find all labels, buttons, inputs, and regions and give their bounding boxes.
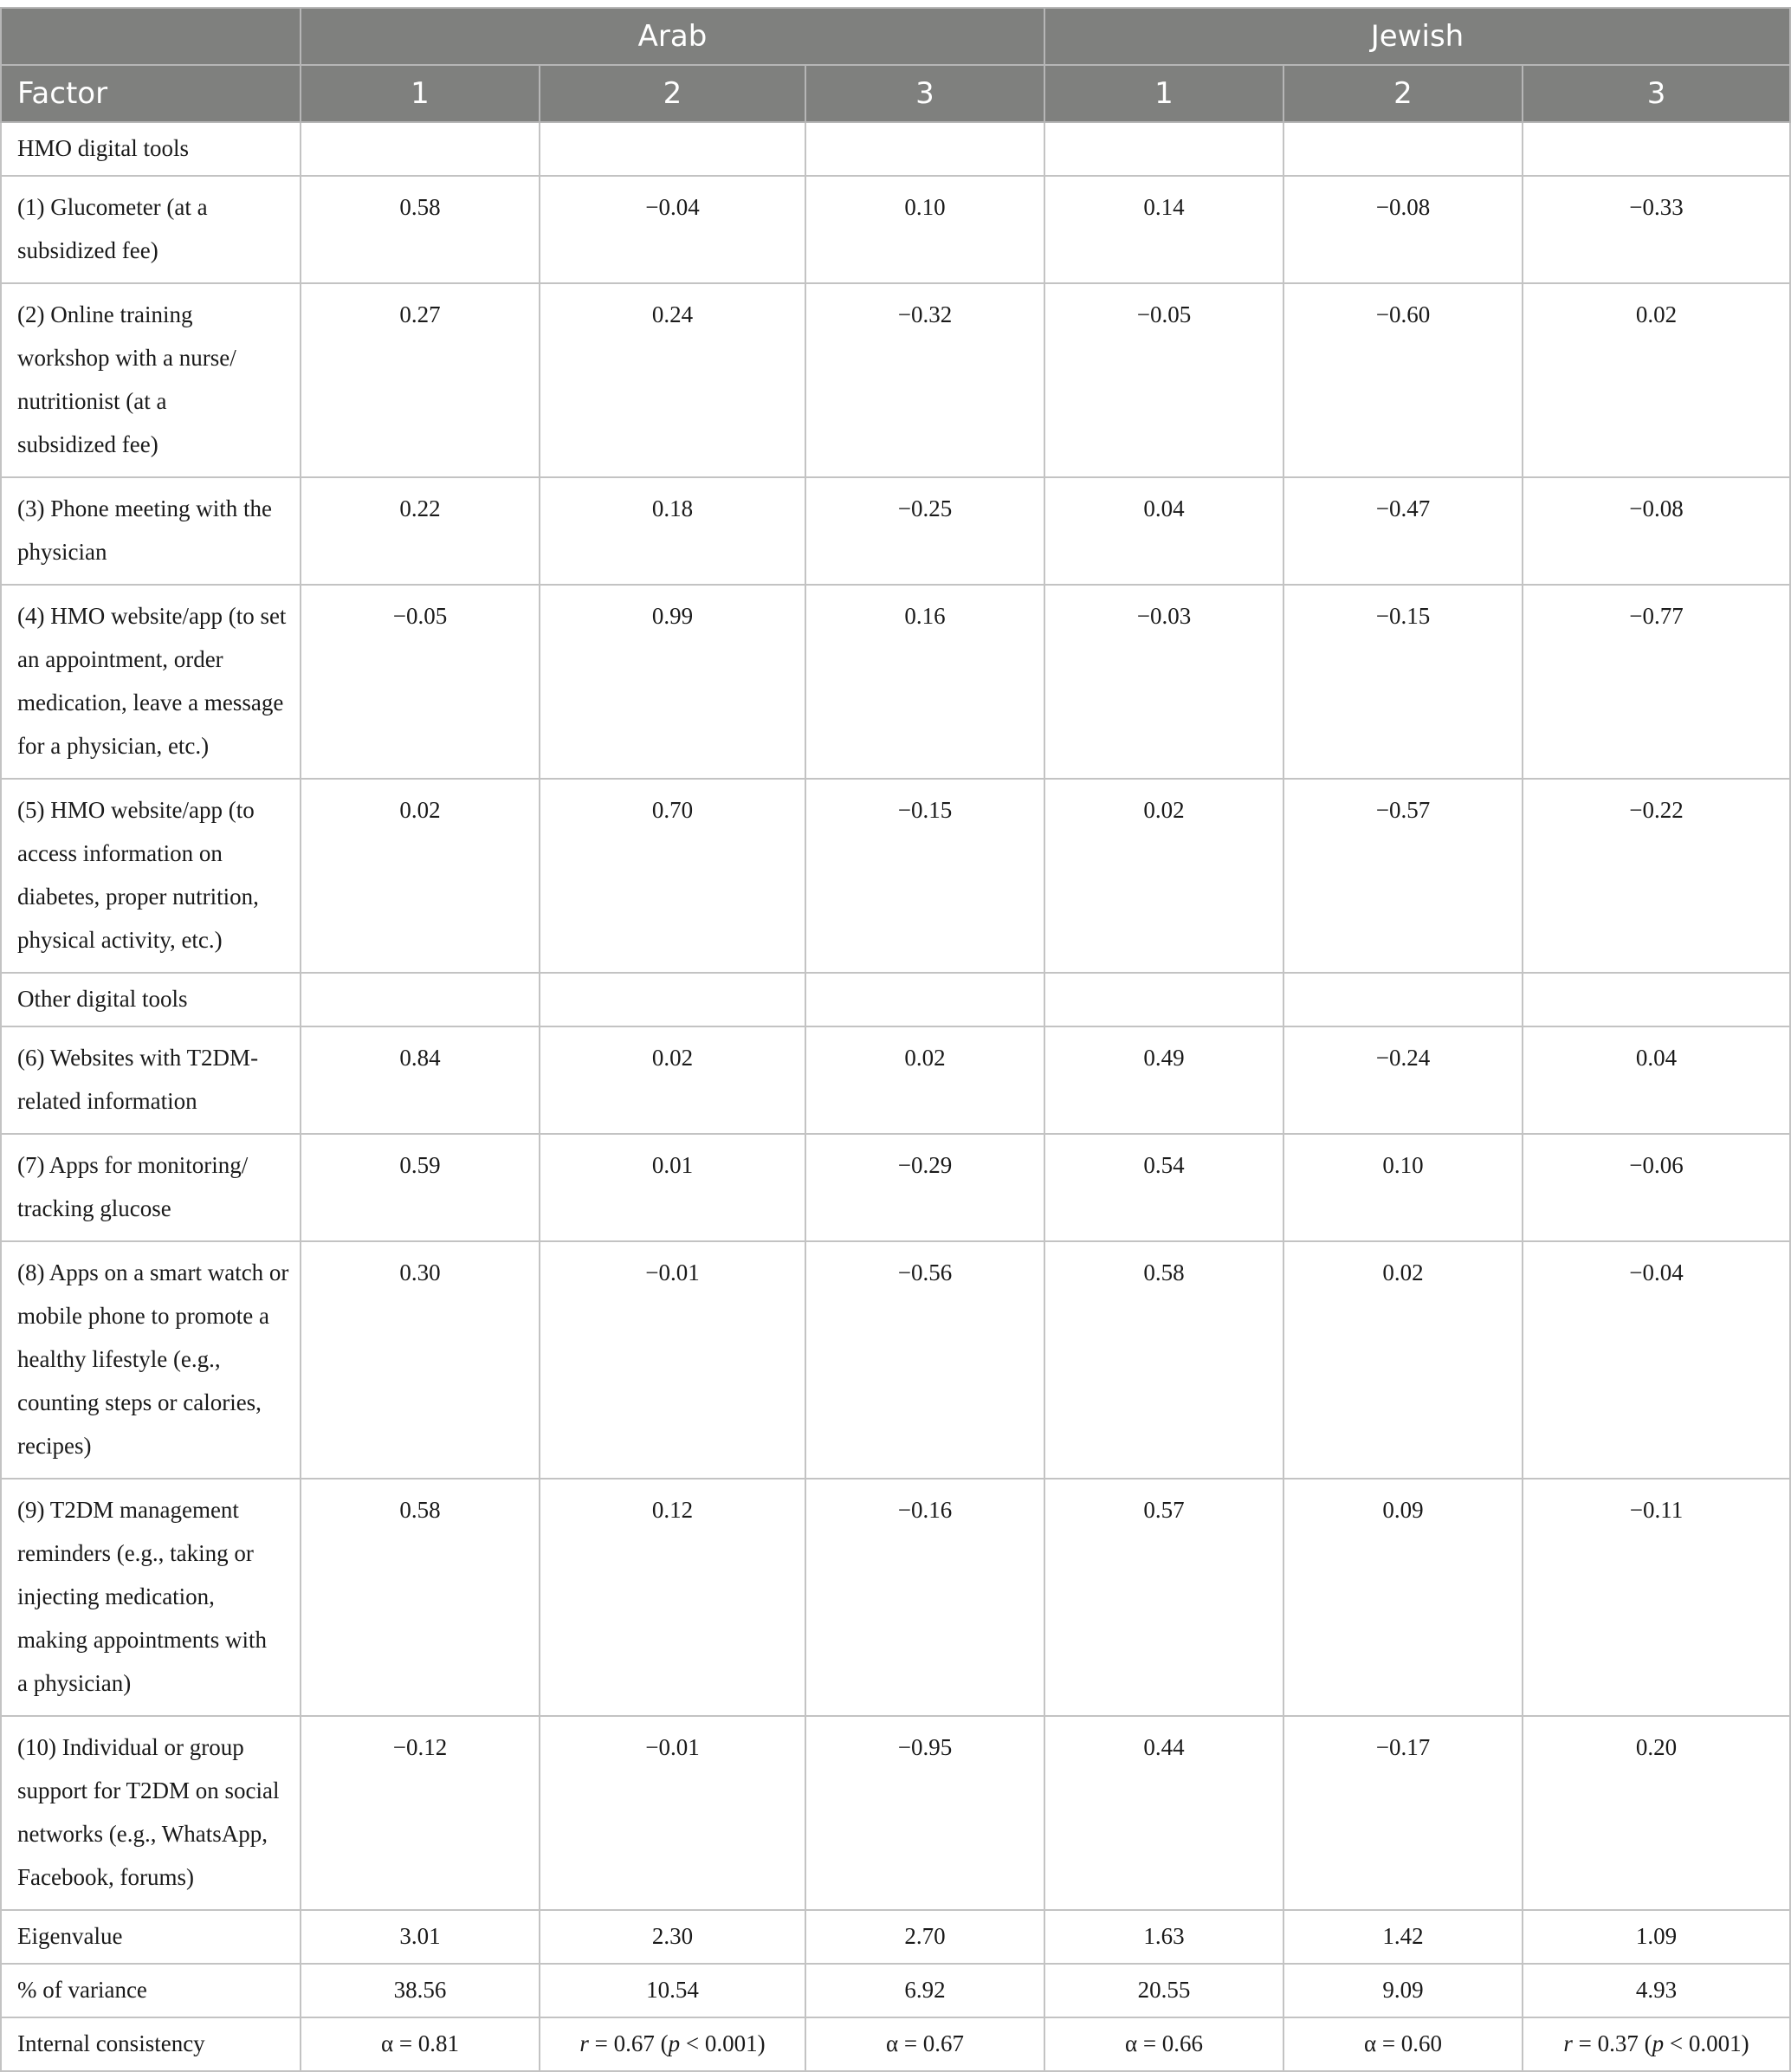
p-value: < 0.001) bbox=[1664, 2030, 1749, 2056]
table-cell bbox=[540, 973, 805, 1026]
table-cell: −0.47 bbox=[1283, 477, 1523, 585]
table-row bbox=[1, 1134, 1790, 1241]
table-cell: −0.01 bbox=[540, 1716, 805, 1910]
table-row bbox=[1, 176, 1790, 283]
table-cell: 0.99 bbox=[540, 585, 805, 779]
table-cell: 0.02 bbox=[1283, 1241, 1523, 1479]
table-cell: 0.12 bbox=[540, 1479, 805, 1716]
r-value: = 0.37 ( bbox=[1572, 2030, 1652, 2056]
table-cell: −0.95 bbox=[805, 1716, 1044, 1910]
table-cell: −0.08 bbox=[1523, 477, 1790, 585]
factor-loadings-table bbox=[0, 7, 1791, 2072]
table-cell: −0.25 bbox=[805, 477, 1044, 585]
r-value: = 0.67 ( bbox=[588, 2030, 669, 2056]
table-cell bbox=[805, 973, 1044, 1026]
table-cell: 0.04 bbox=[1523, 1026, 1790, 1134]
r-symbol: r bbox=[579, 2030, 589, 2056]
table-cell: α = 0.60 bbox=[1283, 2017, 1523, 2071]
section-label: Other digital tools bbox=[1, 973, 301, 1026]
table-cell: 0.10 bbox=[805, 176, 1044, 283]
row-label: % of variance bbox=[1, 1964, 301, 2017]
table-cell bbox=[301, 973, 540, 1026]
table-cell bbox=[1523, 2017, 1790, 2071]
table-cell bbox=[1523, 122, 1790, 176]
table-cell: 0.16 bbox=[805, 585, 1044, 779]
factor-number-header: 2 bbox=[540, 65, 805, 122]
table-cell: −0.01 bbox=[540, 1241, 805, 1479]
table-cell: α = 0.66 bbox=[1044, 2017, 1283, 2071]
table-cell: −0.12 bbox=[301, 1716, 540, 1910]
table-cell: −0.08 bbox=[1283, 176, 1523, 283]
table-cell: 0.58 bbox=[301, 1479, 540, 1716]
table-cell: −0.17 bbox=[1283, 1716, 1523, 1910]
row-label: (7) Apps for monitoring/ tracking glucose bbox=[1, 1134, 301, 1241]
row-label: (9) T2DM management reminders (e.g., taking or injecting medication, making appointments with a physician) bbox=[1, 1479, 301, 1716]
section-label: HMO digital tools bbox=[1, 122, 301, 176]
table-cell: −0.15 bbox=[805, 779, 1044, 973]
table-cell: −0.04 bbox=[540, 176, 805, 283]
table-cell: −0.24 bbox=[1283, 1026, 1523, 1134]
table-cell: −0.04 bbox=[1523, 1241, 1790, 1479]
table-cell bbox=[1044, 973, 1283, 1026]
row-label: (2) Online training workshop with a nurse/ nutritionist (at a subsidized fee) bbox=[1, 283, 301, 477]
factor-number-header: 2 bbox=[1283, 65, 1523, 122]
table-cell: 2.30 bbox=[540, 1910, 805, 1964]
row-label: (8) Apps on a smart watch or mobile phone to promote a healthy lifestyle (e.g., counting steps or calories, recipes) bbox=[1, 1241, 301, 1479]
table-cell: 0.18 bbox=[540, 477, 805, 585]
table-row bbox=[1, 1241, 1790, 1479]
p-symbol: p bbox=[668, 2030, 681, 2056]
factor-number-header: 3 bbox=[1523, 65, 1790, 122]
table-cell: 0.02 bbox=[540, 1026, 805, 1134]
factor-header-label: Factor bbox=[1, 65, 301, 122]
table-cell: 10.54 bbox=[540, 1964, 805, 2017]
table-cell bbox=[1283, 973, 1523, 1026]
table-row bbox=[1, 1716, 1790, 1910]
table-cell: 9.09 bbox=[1283, 1964, 1523, 2017]
table-cell: 0.10 bbox=[1283, 1134, 1523, 1241]
table-cell: 0.54 bbox=[1044, 1134, 1283, 1241]
factor-number-header: 1 bbox=[301, 65, 540, 122]
table-cell: 0.58 bbox=[1044, 1241, 1283, 1479]
table-cell bbox=[540, 2017, 805, 2071]
table-cell bbox=[540, 122, 805, 176]
table-cell: 0.57 bbox=[1044, 1479, 1283, 1716]
table-cell: 0.58 bbox=[301, 176, 540, 283]
table-cell: 0.27 bbox=[301, 283, 540, 477]
table-cell: 0.44 bbox=[1044, 1716, 1283, 1910]
row-label: Internal consistency bbox=[1, 2017, 301, 2071]
group-header-row bbox=[1, 8, 1790, 65]
factor-number-header: 3 bbox=[805, 65, 1044, 122]
table-cell bbox=[301, 122, 540, 176]
section-row bbox=[1, 973, 1790, 1026]
table-cell: α = 0.81 bbox=[301, 2017, 540, 2071]
group-header-empty bbox=[1, 8, 301, 65]
table-cell: 0.24 bbox=[540, 283, 805, 477]
table-row bbox=[1, 477, 1790, 585]
table-cell bbox=[1283, 122, 1523, 176]
table-cell: 20.55 bbox=[1044, 1964, 1283, 2017]
table-row bbox=[1, 1479, 1790, 1716]
table-cell: 0.04 bbox=[1044, 477, 1283, 585]
table-cell: −0.06 bbox=[1523, 1134, 1790, 1241]
table-cell: −0.05 bbox=[1044, 283, 1283, 477]
p-symbol: p bbox=[1652, 2030, 1665, 2056]
table-cell: 3.01 bbox=[301, 1910, 540, 1964]
table-cell bbox=[805, 122, 1044, 176]
table-cell: 0.02 bbox=[301, 779, 540, 973]
table-cell: 4.93 bbox=[1523, 1964, 1790, 2017]
table-cell: 0.59 bbox=[301, 1134, 540, 1241]
table-cell: 1.42 bbox=[1283, 1910, 1523, 1964]
table-row bbox=[1, 283, 1790, 477]
table-row bbox=[1, 779, 1790, 973]
table-cell: 0.02 bbox=[1044, 779, 1283, 973]
table-cell: 0.01 bbox=[540, 1134, 805, 1241]
variance-row bbox=[1, 1964, 1790, 2017]
table-cell: −0.11 bbox=[1523, 1479, 1790, 1716]
table-cell bbox=[1044, 122, 1283, 176]
table-cell: 0.02 bbox=[805, 1026, 1044, 1134]
table-cell: −0.56 bbox=[805, 1241, 1044, 1479]
table-cell: 2.70 bbox=[805, 1910, 1044, 1964]
table-cell bbox=[1523, 973, 1790, 1026]
group-header-arab: Arab bbox=[301, 8, 1044, 65]
table-cell: −0.57 bbox=[1283, 779, 1523, 973]
table-row bbox=[1, 585, 1790, 779]
internal-consistency-row bbox=[1, 2017, 1790, 2071]
table-cell: 1.63 bbox=[1044, 1910, 1283, 1964]
row-label: (4) HMO website/app (to set an appointment, order medication, leave a message for a physician, etc.) bbox=[1, 585, 301, 779]
table-cell: α = 0.67 bbox=[805, 2017, 1044, 2071]
table-cell: −0.29 bbox=[805, 1134, 1044, 1241]
p-value: < 0.001) bbox=[680, 2030, 766, 2056]
factor-number-header: 1 bbox=[1044, 65, 1283, 122]
table-cell: −0.03 bbox=[1044, 585, 1283, 779]
table-header bbox=[1, 8, 1790, 122]
table-cell: −0.32 bbox=[805, 283, 1044, 477]
table-cell: 0.02 bbox=[1523, 283, 1790, 477]
row-label: Eigenvalue bbox=[1, 1910, 301, 1964]
table-cell: −0.60 bbox=[1283, 283, 1523, 477]
section-row bbox=[1, 122, 1790, 176]
group-header-jewish: Jewish bbox=[1044, 8, 1790, 65]
table-cell: −0.05 bbox=[301, 585, 540, 779]
table-cell: −0.22 bbox=[1523, 779, 1790, 973]
table-cell: 0.70 bbox=[540, 779, 805, 973]
row-label: (3) Phone meeting with the physician bbox=[1, 477, 301, 585]
table-cell: 1.09 bbox=[1523, 1910, 1790, 1964]
table-cell: 0.84 bbox=[301, 1026, 540, 1134]
table-cell: 0.49 bbox=[1044, 1026, 1283, 1134]
factor-header-row bbox=[1, 65, 1790, 122]
table-cell: 6.92 bbox=[805, 1964, 1044, 2017]
row-label: (5) HMO website/app (to access information on diabetes, proper nutrition, physical activity, etc.) bbox=[1, 779, 301, 973]
table-body bbox=[1, 122, 1790, 2071]
table-cell: −0.33 bbox=[1523, 176, 1790, 283]
table-cell: 0.20 bbox=[1523, 1716, 1790, 1910]
table-cell: 38.56 bbox=[301, 1964, 540, 2017]
row-label: (1) Glucometer (at a subsidized fee) bbox=[1, 176, 301, 283]
table-row bbox=[1, 1026, 1790, 1134]
row-label: (6) Websites with T2DM-related information bbox=[1, 1026, 301, 1134]
table-cell: −0.16 bbox=[805, 1479, 1044, 1716]
table-cell: 0.30 bbox=[301, 1241, 540, 1479]
table-cell: 0.14 bbox=[1044, 176, 1283, 283]
r-symbol: r bbox=[1563, 2030, 1573, 2056]
table-cell: 0.09 bbox=[1283, 1479, 1523, 1716]
table-cell: −0.77 bbox=[1523, 585, 1790, 779]
table-cell: −0.15 bbox=[1283, 585, 1523, 779]
table-cell: 0.22 bbox=[301, 477, 540, 585]
row-label: (10) Individual or group support for T2DM on social networks (e.g., WhatsApp, Facebook, forums) bbox=[1, 1716, 301, 1910]
eigenvalue-row bbox=[1, 1910, 1790, 1964]
